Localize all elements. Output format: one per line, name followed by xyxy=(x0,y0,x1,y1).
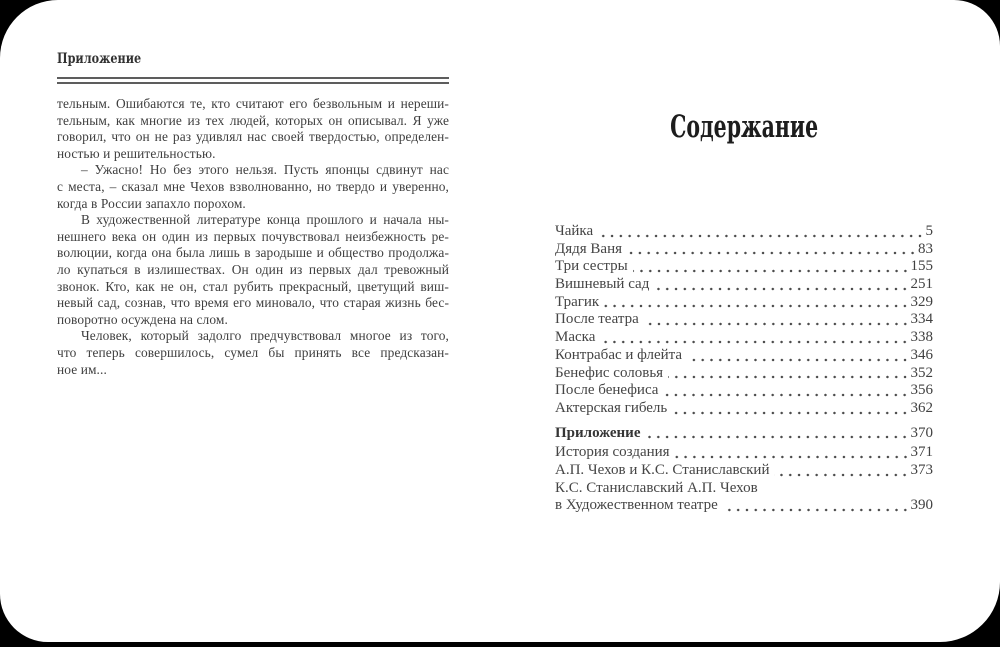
toc-entry xyxy=(555,329,933,347)
running-header: Приложение xyxy=(57,51,142,67)
toc-page-number: 371 xyxy=(910,444,933,461)
toc-dot-leader xyxy=(774,462,909,480)
toc-dot-leader xyxy=(654,276,909,294)
toc-page-number: 370 xyxy=(910,424,933,441)
toc-entry xyxy=(555,382,933,400)
toc-entry-label: Три сестры xyxy=(555,258,628,275)
toc-entry xyxy=(555,241,933,259)
toc-page-number: 5 xyxy=(925,223,933,239)
toc-entry xyxy=(555,462,933,480)
body-line: говорил, что он не раз удивлял нас своей твердостью, определен- xyxy=(57,129,449,145)
toc-entry xyxy=(555,400,933,418)
toc-dot-leader xyxy=(600,329,909,347)
toc-dot-leader xyxy=(668,365,909,383)
body-line: с места, – сказал мне Чехов взволнованно, но твердо и уверенно, xyxy=(57,178,449,194)
body-line: невый сад, сознав, что время его миновало, что старая жизнь бес- xyxy=(57,295,449,311)
body-line: волюции, когда она была лишь в зародыше и общество продолжа- xyxy=(57,245,449,261)
body-line: когда в России запахло порохом. xyxy=(57,195,246,211)
toc-title-text: Содержание xyxy=(670,109,818,145)
toc-entry-label: Маска xyxy=(555,329,596,346)
toc-entry-label: Чайка xyxy=(555,223,594,239)
toc-entry xyxy=(555,347,933,365)
toc-page-number: 352 xyxy=(910,364,933,381)
body-line: ное им... xyxy=(57,361,107,377)
toc-title xyxy=(555,108,933,146)
body-line: ностью и решительностью. xyxy=(57,145,216,161)
toc-entry-label: Трагик xyxy=(555,293,600,310)
toc-dot-leader xyxy=(604,294,909,312)
toc-entry xyxy=(555,294,933,312)
toc-entry xyxy=(555,311,933,329)
toc-page-number: 334 xyxy=(910,311,933,328)
body-line: нешнего века он один из первых почувствовал неизбежность ре- xyxy=(57,228,449,244)
toc-page-number: 346 xyxy=(910,346,933,363)
toc-dot-leader xyxy=(627,241,917,259)
toc-entry xyxy=(555,497,933,515)
header-rule xyxy=(57,77,449,84)
body-line: тельным. Ошибаются те, кто считают его безвольным и нереши- xyxy=(57,96,449,111)
toc-entry-label: Вишневый сад xyxy=(555,276,650,293)
toc-entry-label: Приложение xyxy=(555,424,641,441)
toc-entry-label: После театра xyxy=(555,311,639,328)
toc-entry-label: История создания xyxy=(555,444,670,461)
toc-entry xyxy=(555,480,933,498)
toc-entry xyxy=(555,276,933,294)
toc-entry-label: Бенефис соловья xyxy=(555,364,664,381)
toc-dot-leader xyxy=(645,425,909,443)
table-of-contents xyxy=(555,223,933,515)
toc-page-number: 338 xyxy=(910,329,933,346)
toc-page-number: 362 xyxy=(910,399,933,416)
toc-entry xyxy=(555,258,933,276)
toc-entry-label: Дядя Ваня xyxy=(555,240,623,257)
toc-entry xyxy=(555,444,933,462)
toc-page-number: 251 xyxy=(910,276,933,293)
toc-entry-label: Контрабас и флейта xyxy=(555,346,683,363)
toc-dot-leader xyxy=(598,223,924,241)
toc-dot-leader xyxy=(633,258,910,276)
toc-dot-leader xyxy=(687,347,909,365)
body-line: ло купаться в излишествах. Он один из первых дал тревожный xyxy=(57,261,449,277)
body-line: поворотно осуждена на слом. xyxy=(57,311,228,327)
toc-dot-leader xyxy=(723,497,910,515)
toc-dot-leader xyxy=(672,400,909,418)
toc-entry-label: в Художественном театре xyxy=(555,497,718,514)
toc-dot-leader xyxy=(663,382,909,400)
toc-entry-label: А.П. Чехов и К.С. Станиславский xyxy=(555,461,770,478)
toc-dot-leader xyxy=(644,311,910,329)
toc-page-number: 155 xyxy=(910,258,933,275)
toc-entry xyxy=(555,425,933,443)
body-line: тельным, как многие из тех людей, которых он описывал. Я уже xyxy=(57,112,449,128)
body-line: что теперь совершилось, сумел бы принять все предсказан- xyxy=(57,344,449,360)
toc-page-number: 356 xyxy=(910,382,933,399)
toc-page-number: 329 xyxy=(910,293,933,310)
left-page-body-text xyxy=(57,96,449,378)
toc-entry xyxy=(555,223,933,241)
toc-dot-leader xyxy=(675,444,910,462)
body-line: звонок. Кто, как не он, стал рубить прекрасный, цветущий виш- xyxy=(57,278,449,294)
body-line: – Ужасно! Но без этого нельзя. Пусть японцы сдвинут нас xyxy=(81,162,449,178)
body-line: В художественной литературе конца прошлого и начала ны- xyxy=(81,212,449,228)
toc-page-number: 373 xyxy=(910,461,933,478)
toc-entry xyxy=(555,365,933,383)
toc-entry-label: После бенефиса xyxy=(555,382,659,399)
body-line: Человек, который задолго предчувствовал многое из того, xyxy=(81,328,449,344)
toc-page-number: 390 xyxy=(910,497,933,514)
toc-page-number: 83 xyxy=(918,240,933,257)
toc-entry-label: Актерская гибель xyxy=(555,399,668,416)
toc-entry-label: К.С. Станиславский А.П. Чехов xyxy=(555,479,758,496)
